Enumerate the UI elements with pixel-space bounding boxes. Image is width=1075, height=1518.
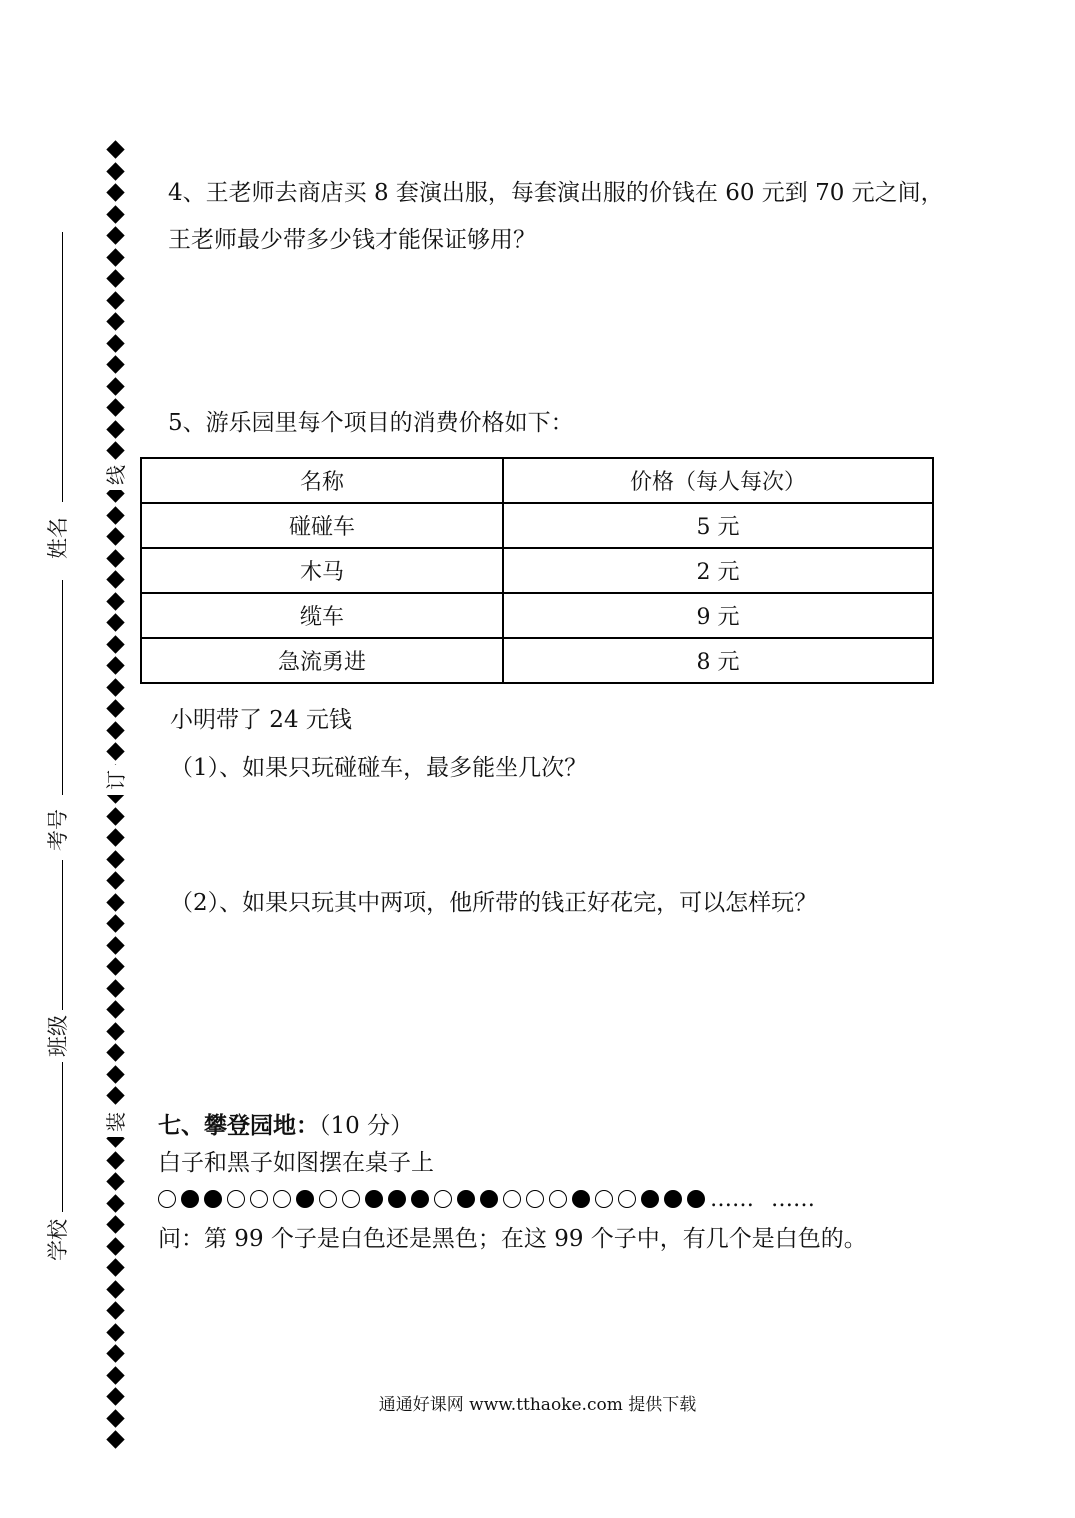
binding-marker-ding: 订 [104,765,128,795]
table-header-row [141,458,933,503]
diamond-icon [106,1000,124,1018]
diamond-icon [106,828,124,846]
q4-line2: 王老师最少带多少钱才能保证够用？ [168,227,536,253]
diamond-icon [106,1323,124,1341]
q5-sub1: （1）、如果只玩碰碰车，最多能坐几次？ [170,755,588,781]
class-field-label: 班级 [46,1015,70,1057]
table-row [141,638,933,683]
diamond-icon [106,1086,124,1104]
q5-sub2: （2）、如果只玩其中两项，他所带的钱正好花完，可以怎样玩？ [170,890,818,916]
diamond-icon [106,936,124,954]
exam-number-field-label: 考号 [46,809,70,851]
black-stone-icon [480,1190,498,1208]
diamond-icon [106,1430,124,1448]
white-stone-icon [227,1190,245,1208]
white-stone-icon [526,1190,544,1208]
white-stone-icon [342,1190,360,1208]
black-stone-icon [641,1190,659,1208]
binding-diamond-column [106,143,126,1453]
black-stone-icon [572,1190,590,1208]
diamond-icon [106,1366,124,1384]
q5-note: 小明带了 24 元钱 [170,707,352,733]
diamond-icon [106,140,124,158]
diamond-icon [106,205,124,223]
diamond-icon [106,742,124,760]
white-stone-icon [319,1190,337,1208]
white-stone-icon [595,1190,613,1208]
diamond-icon [106,355,124,373]
diamond-icon [106,1215,124,1233]
diamond-icon [106,527,124,545]
diamond-icon [106,441,124,459]
name-field-line [62,232,63,502]
table-row [141,593,933,638]
header-price: 价格（每人每次） [503,458,933,503]
white-stone-icon [549,1190,567,1208]
white-stone-icon [503,1190,521,1208]
diamond-icon [106,549,124,567]
header-name: 名称 [141,458,503,503]
diamond-icon [106,979,124,997]
diamond-icon [106,1151,124,1169]
footer: 通通好课网 www.tthaoke.com 提供下载 [378,1395,697,1415]
diamond-icon [106,699,124,717]
cell-name: 缆车 [141,593,503,638]
diamond-icon [106,1258,124,1276]
section7-title [158,1111,413,1141]
diamond-icon [106,570,124,588]
diamond-icon [106,656,124,674]
black-stone-icon [388,1190,406,1208]
black-stone-icon [457,1190,475,1208]
black-stone-icon [296,1190,314,1208]
class-field-line [62,860,63,1010]
black-stone-icon [204,1190,222,1208]
white-stone-icon [158,1190,176,1208]
diamond-icon [106,592,124,610]
diamond-icon [106,871,124,889]
table-row [141,503,933,548]
diamond-icon [106,1065,124,1083]
black-stone-icon [687,1190,705,1208]
section7-line1: 白子和黑子如图摆在桌子上 [158,1150,434,1176]
diamond-icon [106,1280,124,1298]
white-stone-icon [273,1190,291,1208]
cell-price: 9 元 [503,593,933,638]
cell-name: 碰碰车 [141,503,503,548]
diamond-icon [106,678,124,696]
diamond-icon [106,226,124,244]
price-table [140,457,934,684]
diamond-icon [106,1194,124,1212]
diamond-icon [106,914,124,932]
exam-number-field-line [62,580,63,795]
diamond-icon [106,162,124,180]
q5-intro: 5、游乐园里每个项目的消费价格如下： [168,410,574,436]
diamond-icon [106,377,124,395]
diamond-icon [106,635,124,653]
white-stone-icon [434,1190,452,1208]
black-stone-icon [411,1190,429,1208]
diamond-icon [106,183,124,201]
diamond-icon [106,248,124,266]
name-field-label: 姓名 [46,517,70,559]
school-field-label: 学校 [46,1219,70,1261]
binding-marker-xian: 线 [104,460,128,490]
school-field-line [62,1062,63,1212]
cell-price: 5 元 [503,503,933,548]
diamond-icon [106,1022,124,1040]
diamond-icon [106,807,124,825]
diamond-icon [106,1344,124,1362]
diamond-icon [106,893,124,911]
section7-question: 问：第 99 个子是白色还是黑色；在这 99 个子中，有几个是白色的。 [158,1226,867,1252]
table-row [141,548,933,593]
diamond-icon [106,269,124,287]
black-stone-icon [181,1190,199,1208]
section7-title-bold: 七、攀登园地： [158,1112,319,1139]
q4-line1: 4、王老师去商店买 8 套演出服，每套演出服的价钱在 60 元到 70 元之间， [168,180,944,206]
white-stone-icon [250,1190,268,1208]
cell-price: 2 元 [503,548,933,593]
black-stone-icon [365,1190,383,1208]
cell-name: 木马 [141,548,503,593]
cell-price: 8 元 [503,638,933,683]
ellipsis-1: …… [710,1186,754,1212]
diamond-icon [106,850,124,868]
ellipsis-2: …… [771,1186,815,1212]
diamond-icon [106,420,124,438]
diamond-icon [106,334,124,352]
diamond-icon [106,312,124,330]
diamond-icon [106,957,124,975]
black-stone-icon [664,1190,682,1208]
cell-name: 急流勇进 [141,638,503,683]
diamond-icon [106,1237,124,1255]
diamond-icon [106,506,124,524]
diamond-icon [106,291,124,309]
diamond-icon [106,1043,124,1061]
diamond-icon [106,721,124,739]
stone-list [158,1190,705,1208]
section7-score: （10 分） [319,1113,414,1139]
diamond-icon [106,1172,124,1190]
white-stone-icon [618,1190,636,1208]
diamond-icon [106,613,124,631]
diamond-icon [106,398,124,416]
diamond-icon [106,1301,124,1319]
binding-marker-zhuang: 装 [104,1107,128,1137]
stone-sequence [158,1185,815,1213]
